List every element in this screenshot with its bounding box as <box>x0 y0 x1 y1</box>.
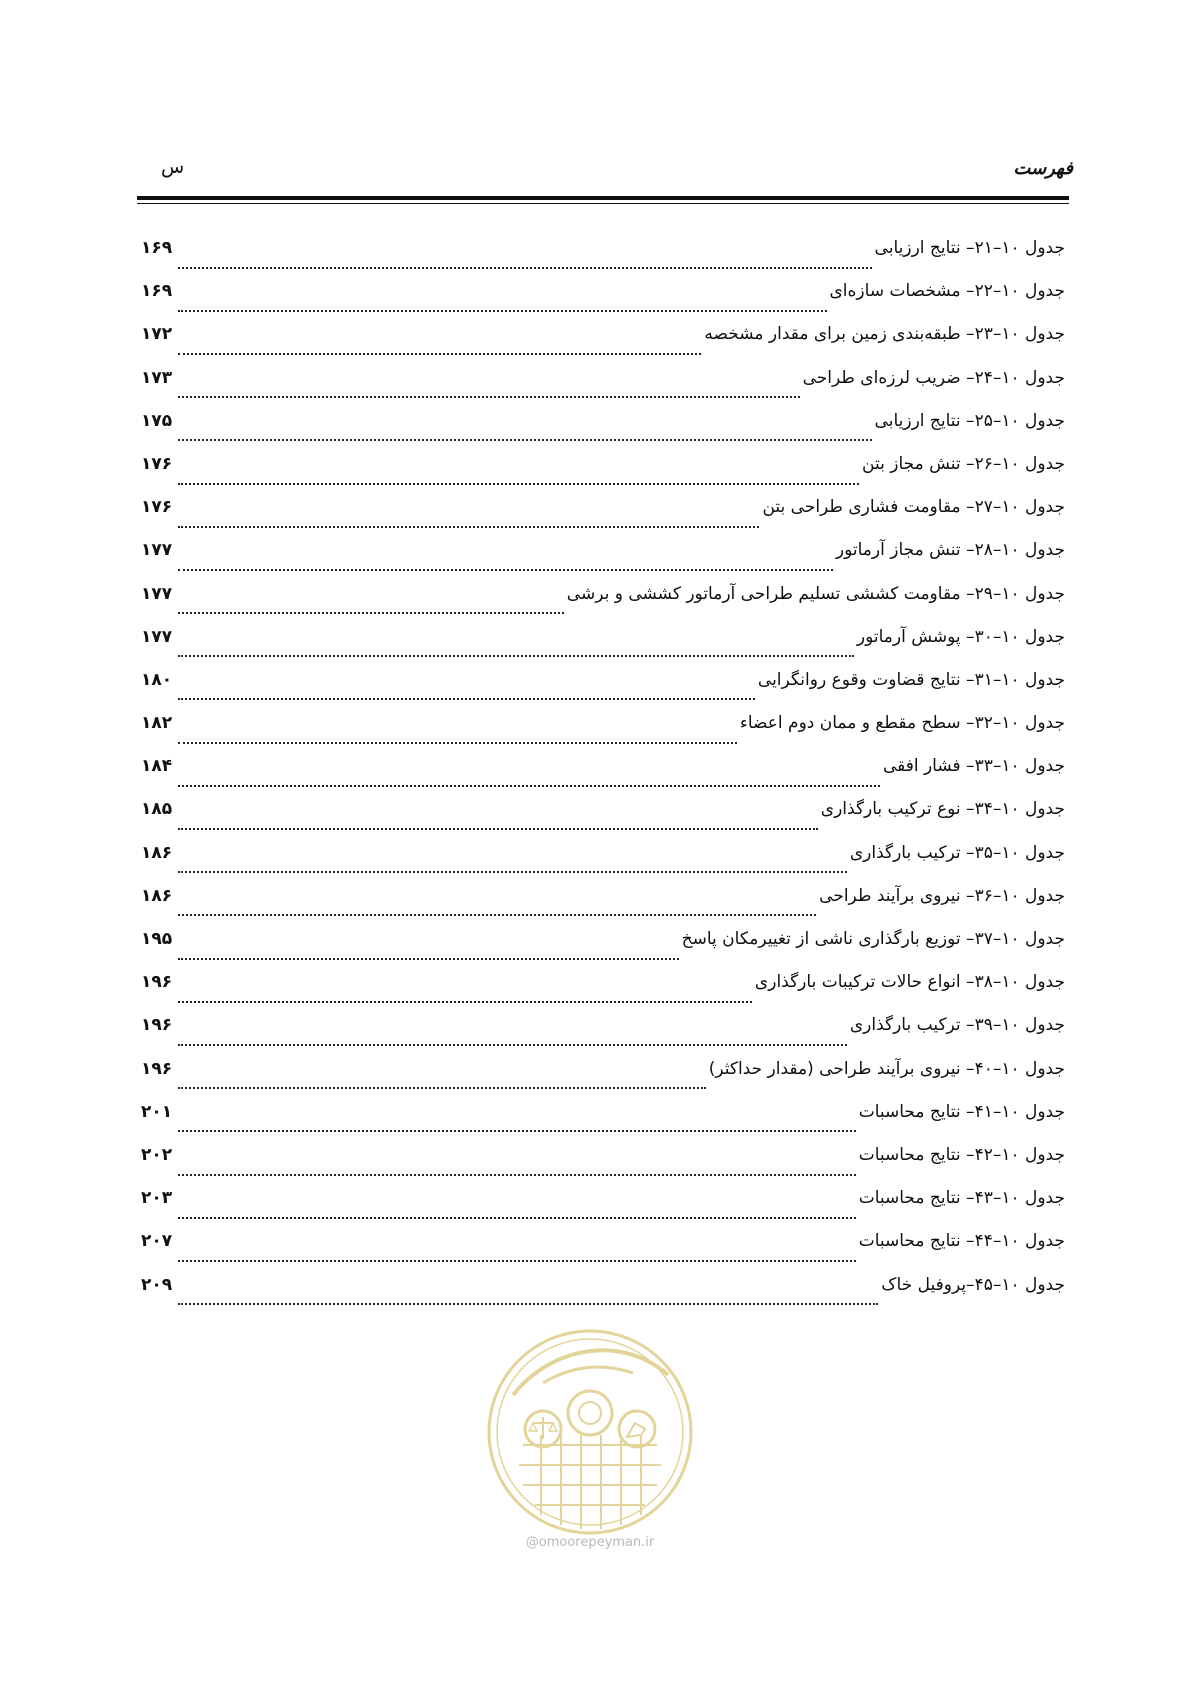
toc-dot-leader <box>178 1248 856 1262</box>
toc-dot-leader <box>178 686 755 700</box>
toc-entry-title: جدول ۱۰–۲۵– نتایج ارزیابی <box>874 410 1065 431</box>
publisher-watermark <box>483 1325 697 1551</box>
toc-entry-title: جدول ۱۰–۲۱– نتایج ارزیابی <box>874 238 1065 258</box>
toc-entry-page-number: ۱۷۷ <box>141 583 173 604</box>
toc-dot-leader <box>178 816 818 830</box>
toc-dot-leader <box>178 557 833 571</box>
toc-entry[interactable] <box>141 584 1065 627</box>
toc-entry[interactable] <box>141 843 1065 886</box>
toc-entry-title: جدول ۱۰–۲۲– مشخصات سازه‌ای <box>829 281 1065 302</box>
toc-entry-page-number: ۱۹۵ <box>141 929 173 949</box>
toc-entry[interactable] <box>141 1188 1065 1231</box>
toc-entry-page-number: ۱۷۷ <box>141 626 173 647</box>
toc-entry[interactable] <box>141 670 1065 713</box>
toc-entry-title: جدول ۱۰–۳۴– نوع ترکیب بارگذاری <box>820 799 1065 820</box>
toc-entry[interactable] <box>141 1275 1065 1318</box>
toc-entry-title: جدول ۱۰–۳۵– ترکیب بارگذاری <box>849 842 1065 863</box>
toc-entry-title: جدول ۱۰–۳۱– نتایج قضاوت وقوع روانگرایی <box>757 669 1065 690</box>
toc-entry[interactable] <box>141 1015 1065 1058</box>
toc-entry[interactable] <box>141 1059 1065 1102</box>
toc-dot-leader <box>178 773 880 787</box>
toc-dot-leader <box>178 384 800 398</box>
toc-entry-title: جدول ۱۰–۲۹– مقاومت کششی تسلیم طراحی آرماتور کششی و برشی <box>566 583 1065 604</box>
page-header-title: فهرست <box>1013 158 1073 179</box>
toc-entry-title: جدول ۱۰–۳۹– ترکیب بارگذاری <box>849 1015 1065 1036</box>
toc-entry-page-number: ۱۷۲ <box>141 324 173 345</box>
publisher-url: @omoorepeyman.ir <box>525 1535 655 1550</box>
toc-entry-page-number: ۱۷۶ <box>141 453 173 474</box>
toc-entry-page-number: ۱۸۲ <box>141 713 173 734</box>
toc-entry-page-number: ۲۰۷ <box>141 1231 173 1252</box>
toc-entry[interactable] <box>141 497 1065 540</box>
toc-entry-title: جدول ۱۰–۲۷– مقاومت فشاری طراحی بتن <box>762 497 1065 518</box>
page-number-letter: س <box>161 156 185 178</box>
toc-entry[interactable] <box>141 929 1065 972</box>
toc-entry[interactable] <box>141 1102 1065 1145</box>
toc-entry-page-number: ۱۸۵ <box>141 799 173 820</box>
header-rule-thick <box>137 196 1069 200</box>
toc-entry[interactable] <box>141 238 1065 281</box>
toc-entry-title: جدول ۱۰–۲۳– طبقه‌بندی زمین برای مقدار مشخصه <box>704 324 1065 345</box>
toc-entry-title: جدول ۱۰–۳۶– نیروی برآیند طراحی <box>819 885 1065 906</box>
toc-entry-page-number: ۱۷۵ <box>141 410 173 431</box>
toc-entry[interactable] <box>141 368 1065 411</box>
toc-entry-page-number: ۱۶۹ <box>141 281 173 302</box>
toc-entry-title: جدول ۱۰–۳۸– انواع حالات ترکیبات بارگذاری <box>754 972 1065 993</box>
toc-entry[interactable] <box>141 281 1065 324</box>
toc-entry[interactable] <box>141 972 1065 1015</box>
toc-entry-page-number: ۱۹۶ <box>141 972 173 993</box>
toc-dot-leader <box>178 255 872 269</box>
toc-entry-page-number: ۱۷۳ <box>141 367 173 388</box>
toc-entry-title: جدول ۱۰–۳۳– فشار افقی <box>882 756 1065 777</box>
toc-entry[interactable] <box>141 756 1065 799</box>
toc-entry-title: جدول ۱۰–۴۱– نتایج محاسبات <box>858 1101 1065 1122</box>
toc-dot-leader <box>178 1118 856 1132</box>
toc-entry-page-number: ۱۸۶ <box>141 842 173 863</box>
toc-entry-title: جدول ۱۰–۴۵–پروفیل خاک <box>881 1274 1065 1295</box>
publisher-logo-icon <box>483 1325 697 1539</box>
toc-entry[interactable] <box>141 454 1065 497</box>
toc-entry-title: جدول ۱۰–۴۰– نیروی برآیند طراحی (مقدار حداکثر) <box>708 1058 1065 1079</box>
toc-entry-page-number: ۱۹۶ <box>141 1015 173 1036</box>
toc-entry[interactable] <box>141 1145 1065 1188</box>
toc-entry-title: جدول ۱۰–۲۶– تنش مجاز بتن <box>862 453 1065 474</box>
toc-dot-leader <box>178 341 701 355</box>
toc-entry-title: جدول ۱۰–۴۴– نتایج محاسبات <box>858 1231 1065 1252</box>
toc-entry-title: جدول ۱۰–۲۸– تنش مجاز آرماتور <box>835 540 1065 561</box>
toc-entry-title: جدول ۱۰–۳۲– سطح مقطع و ممان دوم اعضاء <box>739 713 1065 734</box>
toc-entry-page-number: ۲۰۱ <box>141 1101 173 1122</box>
toc-entry-page-number: ۱۸۰ <box>141 669 173 690</box>
table-of-contents <box>141 238 1065 1318</box>
toc-entry-page-number: ۱۸۴ <box>141 756 173 777</box>
toc-entry[interactable] <box>141 627 1065 670</box>
toc-dot-leader <box>178 1162 856 1176</box>
toc-dot-leader <box>178 600 564 614</box>
toc-dot-leader <box>178 989 752 1003</box>
toc-dot-leader <box>178 427 872 441</box>
toc-dot-leader <box>178 298 827 312</box>
toc-entry-page-number: ۱۸۶ <box>141 885 173 906</box>
toc-dot-leader <box>178 902 816 916</box>
toc-entry-title: جدول ۱۰–۴۲– نتایج محاسبات <box>858 1144 1065 1165</box>
toc-entry-title: جدول ۱۰–۴۳– نتایج محاسبات <box>858 1188 1065 1209</box>
toc-entry[interactable] <box>141 540 1065 583</box>
toc-dot-leader <box>178 471 859 485</box>
toc-entry[interactable] <box>141 1231 1065 1274</box>
toc-dot-leader <box>178 1205 856 1219</box>
toc-entry-page-number: ۲۰۹ <box>141 1274 173 1295</box>
toc-entry-page-number: ۱۶۹ <box>141 238 173 258</box>
toc-entry-page-number: ۲۰۳ <box>141 1188 173 1209</box>
toc-entry[interactable] <box>141 799 1065 842</box>
toc-dot-leader <box>178 643 854 657</box>
toc-entry-page-number: ۱۷۷ <box>141 540 173 561</box>
toc-entry-page-number: ۲۰۲ <box>141 1144 173 1165</box>
header-rule-thin <box>137 203 1069 204</box>
toc-dot-leader <box>178 730 737 744</box>
toc-dot-leader <box>178 1075 706 1089</box>
toc-dot-leader <box>178 946 679 960</box>
toc-entry-title: جدول ۱۰–۲۴– ضریب لرزه‌ای طراحی <box>802 367 1065 388</box>
toc-dot-leader <box>178 859 847 873</box>
toc-entry-title: جدول ۱۰–۳۰– پوشش آرماتور <box>856 626 1065 647</box>
toc-entry[interactable] <box>141 324 1065 367</box>
toc-entry[interactable] <box>141 886 1065 929</box>
toc-dot-leader <box>178 1291 878 1305</box>
toc-entry[interactable] <box>141 411 1065 454</box>
toc-dot-leader <box>178 1032 847 1046</box>
toc-entry[interactable] <box>141 713 1065 756</box>
toc-entry-page-number: ۱۹۶ <box>141 1058 173 1079</box>
toc-entry-page-number: ۱۷۶ <box>141 497 173 518</box>
toc-dot-leader <box>178 514 759 528</box>
toc-entry-title: جدول ۱۰–۳۷– توزیع بارگذاری ناشی از تغییرمکان پاسخ <box>681 929 1065 949</box>
